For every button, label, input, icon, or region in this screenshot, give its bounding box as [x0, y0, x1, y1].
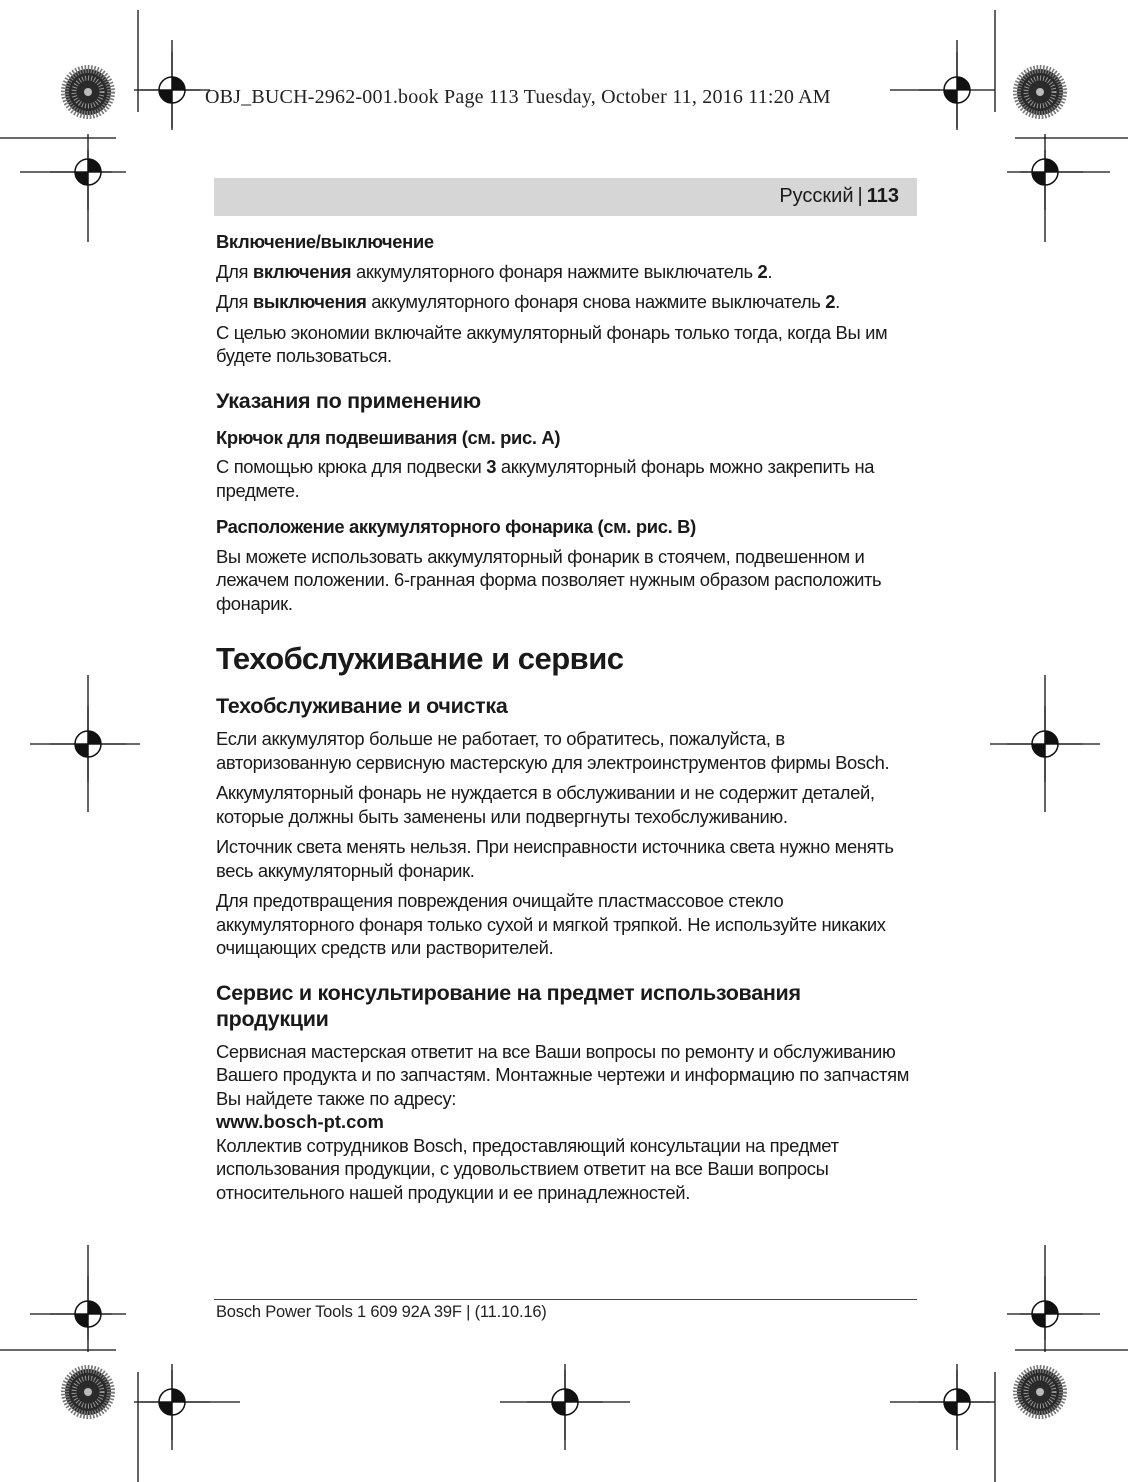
consult-paragraph-1: Сервисная мастерская ответит на все Ваши вопросы по ремонту и обслуживанию Вашего продукта и по запчастям. Монтажные чертежи и информацию по запчастям Вы найдете также по адресу:	[216, 1040, 910, 1109]
consult-paragraph-2: Коллектив сотрудников Bosch, предоставляющий консультации на предмет использования продукции, с удовольствием ответит на все Ваши вопросы относительного нашей продукции и ее принадлежностей.	[216, 1134, 839, 1203]
bold-term: включения	[252, 260, 352, 282]
usage-heading: Указания по применению	[216, 388, 481, 413]
part-number: 2	[825, 291, 836, 312]
page-header	[214, 178, 917, 216]
text-run: аккумуляторного фонаря снова нажмите выключатель	[366, 291, 826, 312]
page-content	[216, 230, 916, 1211]
header-language: Русский	[779, 185, 854, 207]
onoff-paragraph-1	[216, 260, 916, 284]
hook-heading: Крючок для подвешивания (см. рис. A)	[216, 426, 561, 448]
consult-heading: Сервис и консультирование на предмет использования продукции	[216, 980, 801, 1031]
page-footer: Bosch Power Tools 1 609 92A 39F | (11.10.16)	[216, 1303, 547, 1321]
header-separator: |	[857, 185, 863, 207]
maintenance-paragraph-2: Аккумуляторный фонарь не нуждается в обслуживании и не содержит деталей, которые должны быть заменены или подвергнуты техобслуживанию.	[216, 782, 875, 827]
hook-paragraph	[216, 455, 916, 502]
text-run: аккумуляторный фонарь можно закрепить на предмете.	[216, 456, 875, 501]
bosch-url-link[interactable]: www.bosch-pt.com	[216, 1111, 384, 1132]
header-text	[779, 185, 899, 208]
text-run: аккумуляторного фонаря нажмите выключатель	[351, 260, 758, 282]
part-number: 3	[486, 456, 497, 477]
text-run: С помощью крюка для подвески	[216, 456, 487, 477]
footer-rule	[214, 1299, 917, 1300]
text-run: .	[767, 260, 773, 282]
bold-term: выключения	[252, 291, 367, 312]
maintenance-paragraph-4: Для предотвращения повреждения очищайте пластмассовое стекло аккумуляторного фонаря только сухой и мягкой тряпкой. Не используйте никаких очищающих средств или растворителей.	[216, 890, 886, 958]
text-run: .	[835, 291, 840, 312]
service-title: Техобслуживание и сервис	[216, 641, 624, 676]
maintenance-heading: Техобслуживание и очистка	[216, 694, 508, 718]
text-run: Для	[216, 291, 253, 312]
page-number: 113	[866, 185, 899, 207]
text-run: Для	[216, 260, 253, 282]
position-heading: Расположение аккумуляторного фонарика (см. рис. B)	[216, 516, 696, 537]
part-number: 2	[757, 260, 768, 282]
maintenance-paragraph-3: Источник света менять нельзя. При неисправности источника света нужно менять весь аккумуляторный фонарик.	[216, 836, 894, 881]
onoff-paragraph-2	[216, 290, 916, 314]
onoff-paragraph-3: С целью экономии включайте аккумуляторный фонарь только тогда, когда Вы им будете пользоваться.	[216, 321, 888, 366]
maintenance-paragraph-1: Если аккумулятор больше не работает, то обратитесь, пожалуйста, в авторизованную сервисную мастерскую для электроинструментов фирмы Bosch.	[216, 728, 890, 773]
print-slug: OBJ_BUCH-2962-001.book Page 113 Tuesday, October 11, 2016 11:20 AM	[205, 86, 831, 108]
onoff-heading: Включение/выключение	[216, 231, 434, 252]
position-paragraph: Вы можете использовать аккумуляторный фонарик в стоячем, подвешенном и лежачем положении. 6-гранная форма позволяет нужным образом расположить фонарик.	[216, 545, 882, 614]
